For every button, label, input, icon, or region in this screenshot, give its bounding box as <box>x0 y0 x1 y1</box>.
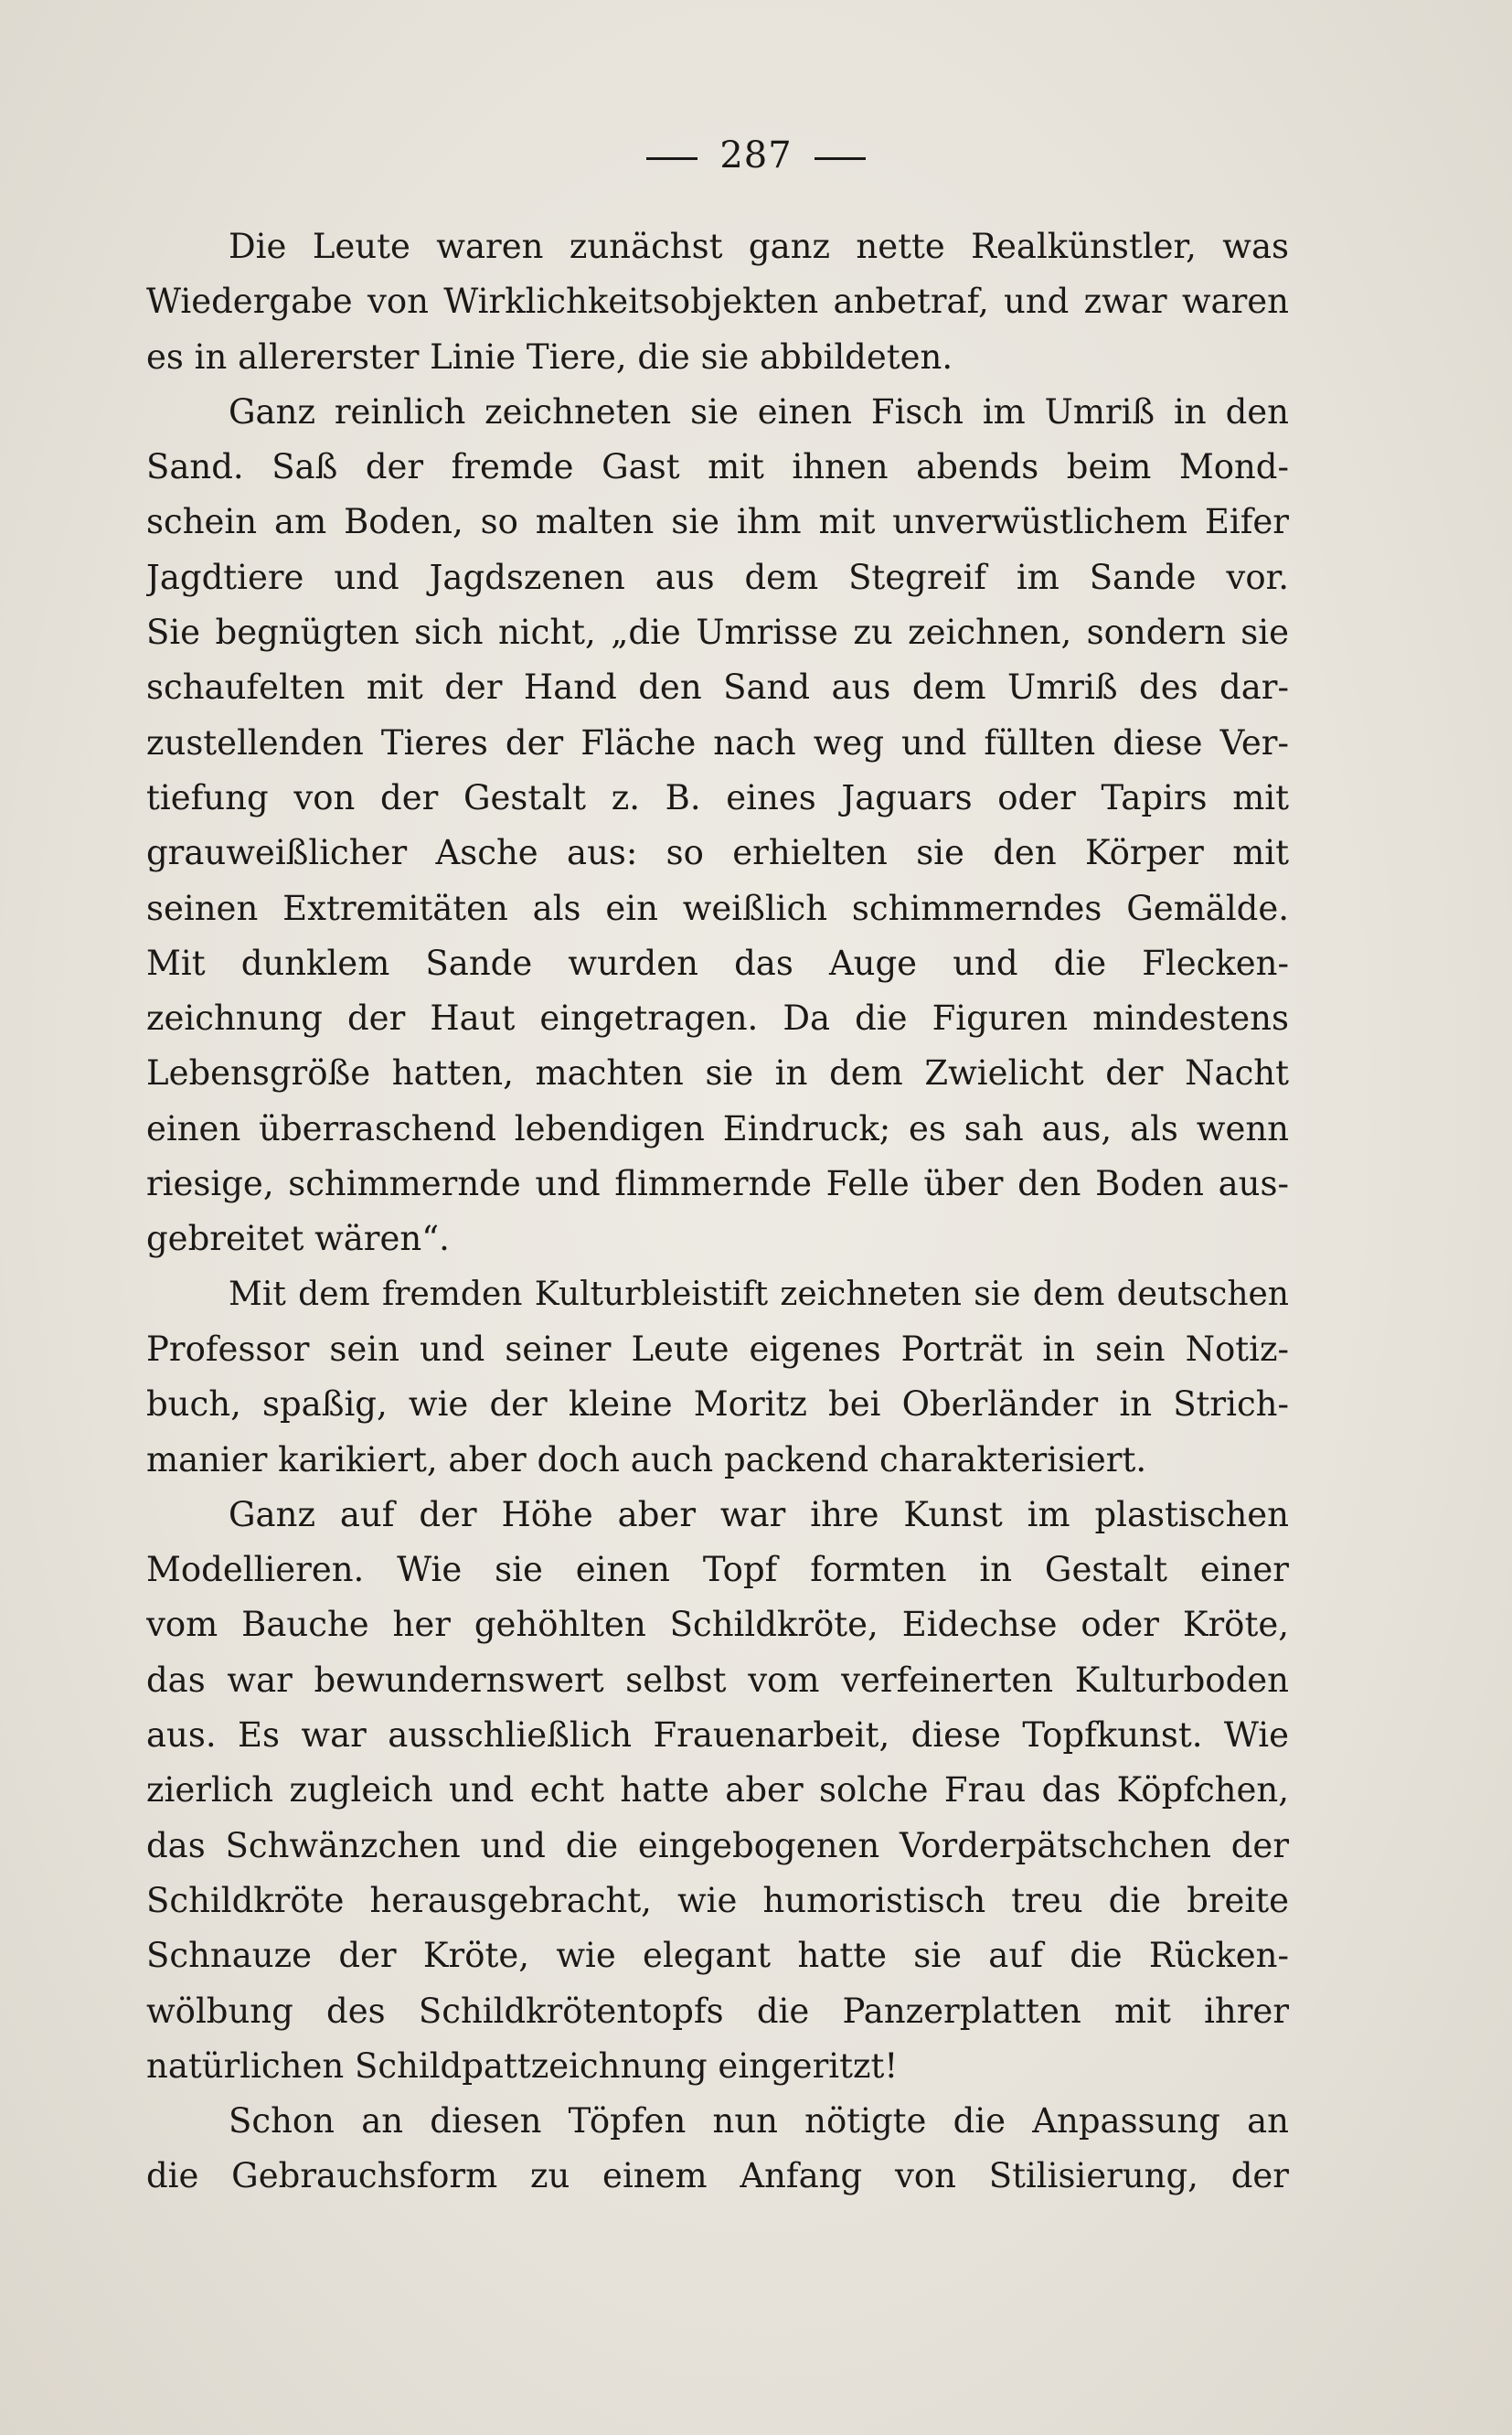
text-line: tiefung von der Gestalt z. B. eines Jaguars oder Tapirs mit <box>146 777 1289 817</box>
text-line: natürlichen Schildpattzeichnung eingeritzt! <box>146 2045 899 2086</box>
page-number: 287 <box>719 134 793 176</box>
text-line: grauweißlicher Asche aus: so erhielten sie den Körper mit <box>146 833 1289 873</box>
body-text <box>146 219 1289 2205</box>
text-line: Ganz auf der Höhe aber war ihre Kunst im plastischen <box>229 1494 1289 1534</box>
text-line: Jagdtiere und Jagdszenen aus dem Stegreif im Sande vor. <box>146 557 1289 597</box>
left-dash <box>646 157 697 160</box>
text-line: Sie begnügten sich nicht, „die Umrisse zu zeichnen, sondern sie <box>146 613 1289 653</box>
text-line: zeichnung der Haut eingetragen. Da die Figuren mindestens <box>146 999 1289 1039</box>
text-line: Modellieren. Wie sie einen Topf formten in Gestalt einer <box>146 1550 1289 1590</box>
text-line: schein am Boden, so malten sie ihm mit unverwüstlichem Eifer <box>146 502 1289 542</box>
text-line: Sand. Saß der fremde Gast mit ihnen abends beim Mond- <box>146 447 1289 487</box>
right-dash <box>815 157 866 160</box>
text-line: Professor sein und seiner Leute eigenes Porträt in sein Notiz- <box>146 1329 1289 1369</box>
text-line: wölbung des Schildkrötentopfs die Panzerplatten mit ihrer <box>146 1991 1289 2031</box>
text-line: Die Leute waren zunächst ganz nette Realkünstler, was <box>229 227 1289 266</box>
text-line: riesige, schimmernde und flimmernde Felle über den Boden aus- <box>146 1164 1289 1204</box>
text-line: aus. Es war ausschließlich Frauenarbeit, diese Topfkunst. Wie <box>146 1715 1289 1756</box>
text-line: Schon an diesen Töpfen nun nötigte die Anpassung an <box>229 2101 1289 2141</box>
text-line: seinen Extremitäten als ein weißlich schimmerndes Gemälde. <box>146 888 1289 928</box>
text-line: Wiedergabe von Wirklichkeitsobjekten anbetraf, und zwar waren <box>146 282 1289 322</box>
text-line: Mit dunklem Sande wurden das Auge und die Flecken- <box>146 943 1289 983</box>
text-line: Schildkröte herausgebracht, wie humoristisch treu die breite <box>146 1880 1289 1920</box>
text-line: Ganz reinlich zeichneten sie einen Fisch im Umriß in den <box>229 391 1289 432</box>
text-line: das war bewundernswert selbst vom verfeinerten Kulturboden <box>146 1660 1289 1700</box>
text-line: zustellenden Tieres der Fläche nach weg und füllten diese Ver- <box>146 722 1289 763</box>
text-line: die Gebrauchsform zu einem Anfang von Stilisierung, der <box>146 2156 1289 2196</box>
text-line: vom Bauche her gehöhlten Schildkröte, Eidechse oder Kröte, <box>146 1605 1289 1645</box>
text-line: manier karikiert, aber doch auch packend charakterisiert. <box>146 1439 1147 1479</box>
text-line: einen überraschend lebendigen Eindruck; es sah aus, als wenn <box>146 1108 1289 1148</box>
text-line: zierlich zugleich und echt hatte aber solche Frau das Köpfchen, <box>146 1770 1289 1810</box>
text-line: das Schwänzchen und die eingebogenen Vorderpätschchen der <box>146 1825 1289 1865</box>
text-line: Mit dem fremden Kulturbleistift zeichneten sie dem deutschen <box>229 1275 1289 1313</box>
text-line: buch, spaßig, wie der kleine Moritz bei Oberländer in Strich- <box>146 1384 1289 1425</box>
text-line: Schnauze der Kröte, wie elegant hatte sie auf die Rücken- <box>146 1936 1289 1976</box>
text-line: es in allererster Linie Tiere, die sie abbildeten. <box>146 336 953 377</box>
text-line: Lebensgröße hatten, machten sie in dem Zwielicht der Nacht <box>146 1053 1289 1094</box>
text-line: schaufelten mit der Hand den Sand aus dem Umriß des dar- <box>146 667 1289 708</box>
page-header <box>0 128 1512 183</box>
text-line: gebreitet wären“. <box>146 1219 450 1259</box>
